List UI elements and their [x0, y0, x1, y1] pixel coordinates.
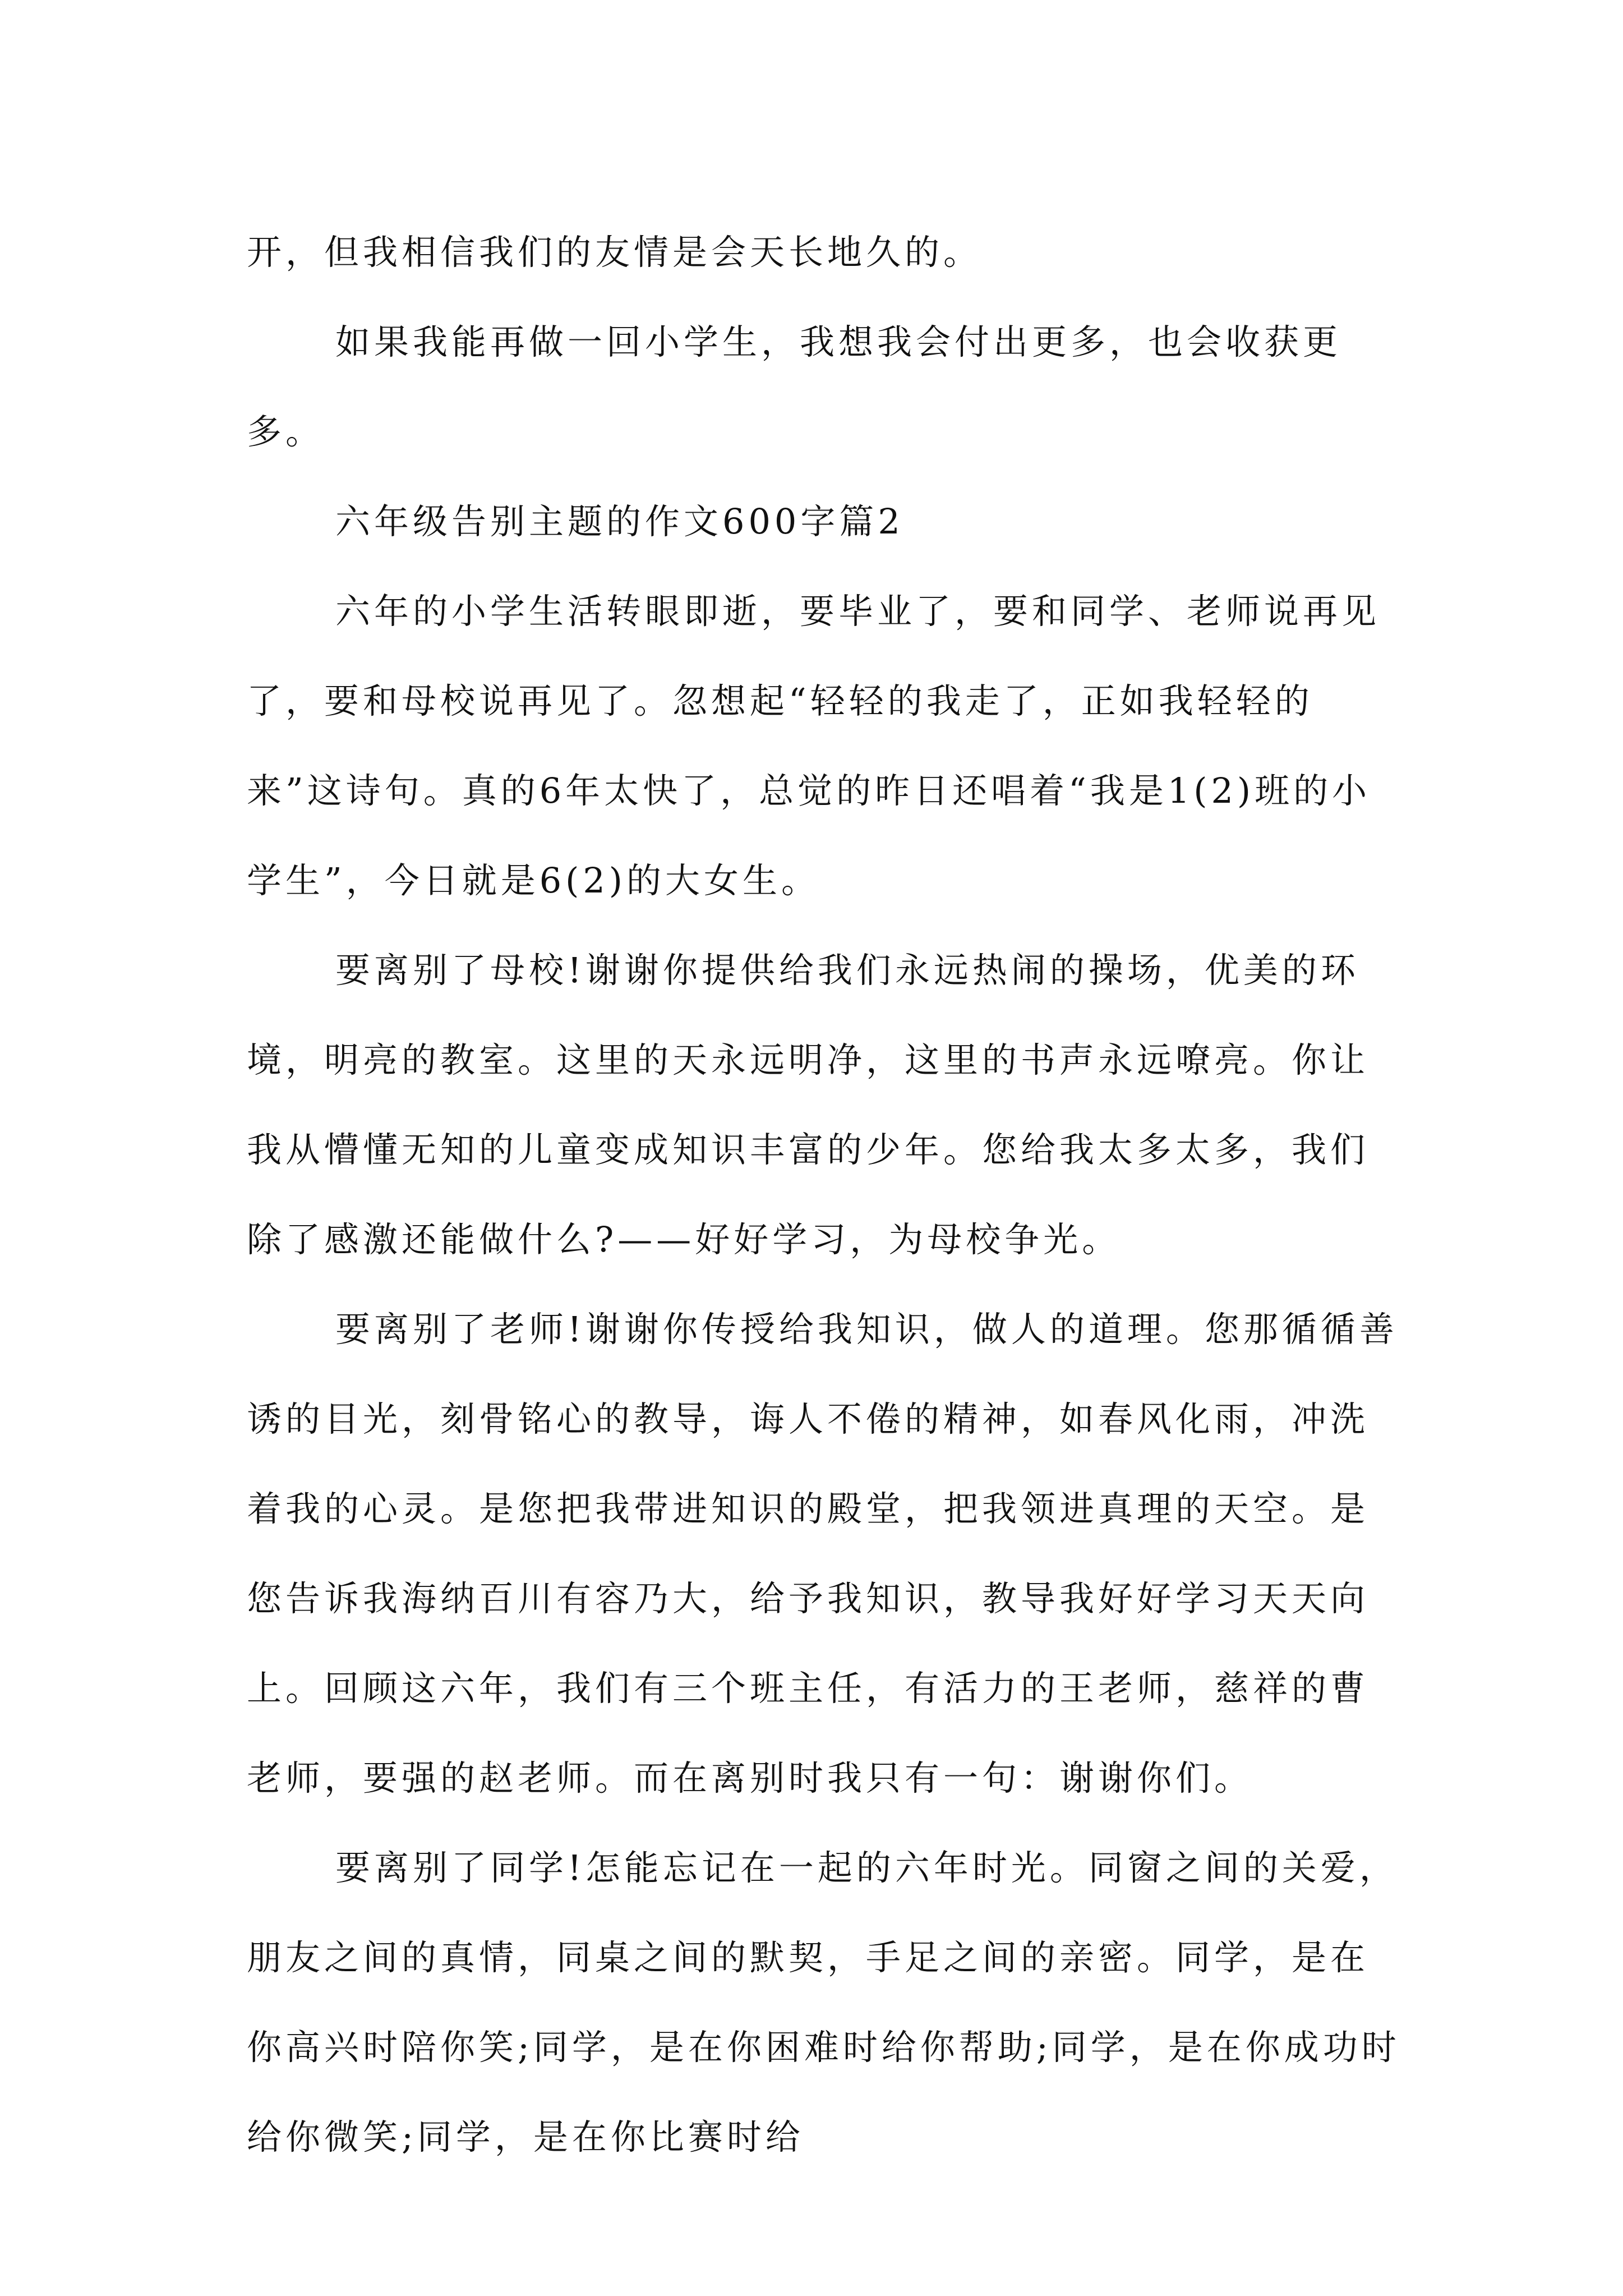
paragraph: 要离别了老师!谢谢你传授给我知识，做人的道理。您那循循善诱的目光，刻骨铭心的教导，诲人不倦的精神，如春风化雨，冲洗着我的心灵。是您把我带进知识的殿堂，把我领进真理的天空。是您告诉我海纳百川有容乃大，给予我知识，教导我好好学习天天向上。回顾这六年，我们有三个班主任，有活力的王老师，慈祥的曹老师，要强的赵老师。而在离别时我只有一句：谢谢你们。 [247, 1309, 1398, 1798]
paragraph: 如果我能再做一回小学生，我想我会付出更多，也会收获更多。 [247, 321, 1342, 452]
paragraph: 要离别了母校!谢谢你提供给我们永远热闹的操场，优美的环境，明亮的教室。这里的天永远明净，这里的书声永远嘹亮。你让我从懵懂无知的儿童变成知识丰富的少年。您给我太多太多，我们除了感激还能做什么?——好好学习，为母校争光。 [247, 950, 1370, 1260]
essay-title: 六年级告别主题的作文600字篇2 [335, 501, 904, 542]
paragraph-continuation: 开，但我相信我们的友情是会天长地久的。 [247, 232, 983, 273]
essay-body [247, 208, 1402, 2182]
paragraph: 六年的小学生活转眼即逝，要毕业了，要和同学、老师说再见了，要和母校说再见了。忽想起“轻轻的我走了，正如我轻轻的来”这诗句。真的6年太快了，总觉的昨日还唱着“我是1(2)班的小学生”，今日就是6(2)的大女生。 [247, 591, 1381, 901]
paragraph: 要离别了同学!怎能忘记在一起的六年时光。同窗之间的关爱，朋友之间的真情，同桌之间的默契，手足之间的亲密。同学，是在你高兴时陪你笑;同学，是在你困难时给你帮助;同学，是在你成功时给你微笑;同学，是在你比赛时给 [247, 1847, 1400, 2157]
